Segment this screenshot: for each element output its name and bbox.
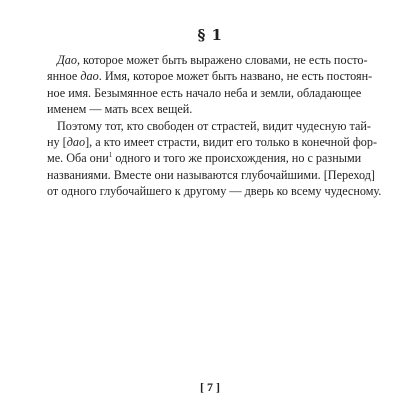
paragraph-2-line-5: от одного глубочайшего к другому — дверь ко всему чудесному. (47, 184, 382, 199)
footnote-marker[interactable]: 1 (108, 151, 113, 160)
italic-term: Дао (57, 53, 77, 67)
text-run: ], а кто имеет страсти, видит его только в конечной фор- (85, 135, 378, 150)
paragraph-2-line-2 (47, 134, 378, 150)
paragraph-1-line-1 (47, 52, 373, 68)
paragraph-2-line-4: названиями. Вместе они называются глубочайшими. [Переход] (47, 167, 375, 182)
text-run: янное (47, 69, 81, 84)
italic-term: дао (80, 69, 99, 84)
text-run: одного и того же происхождения, но с разными (112, 151, 362, 166)
paragraph-2-line-3 (47, 150, 373, 166)
text-run: , которое может быть выражено словами, не есть посто- (76, 53, 368, 67)
text-run: . Имя, которое может быть названо, не есть постоян- (98, 69, 373, 84)
paragraph-2 (47, 118, 382, 200)
italic-term: дао (66, 135, 86, 150)
text-run: ну [ (47, 135, 67, 150)
paragraph-1 (47, 52, 373, 118)
section-heading: § 1 (197, 26, 223, 44)
paragraph-2-line-1: Поэтому тот, кто свободен от страстей, видит чудесную тай- (57, 118, 371, 133)
paragraph-1-line-2 (47, 68, 373, 84)
page-number: [ 7 ] (200, 380, 220, 394)
text-run: ме. Оба они (47, 151, 109, 166)
body-text (47, 52, 382, 200)
paragraph-1-line-4: именем — мать всех вещей. (47, 102, 193, 117)
paragraph-1-line-3: ное имя. Безымянное есть начало неба и земли, обладающее (47, 85, 362, 100)
